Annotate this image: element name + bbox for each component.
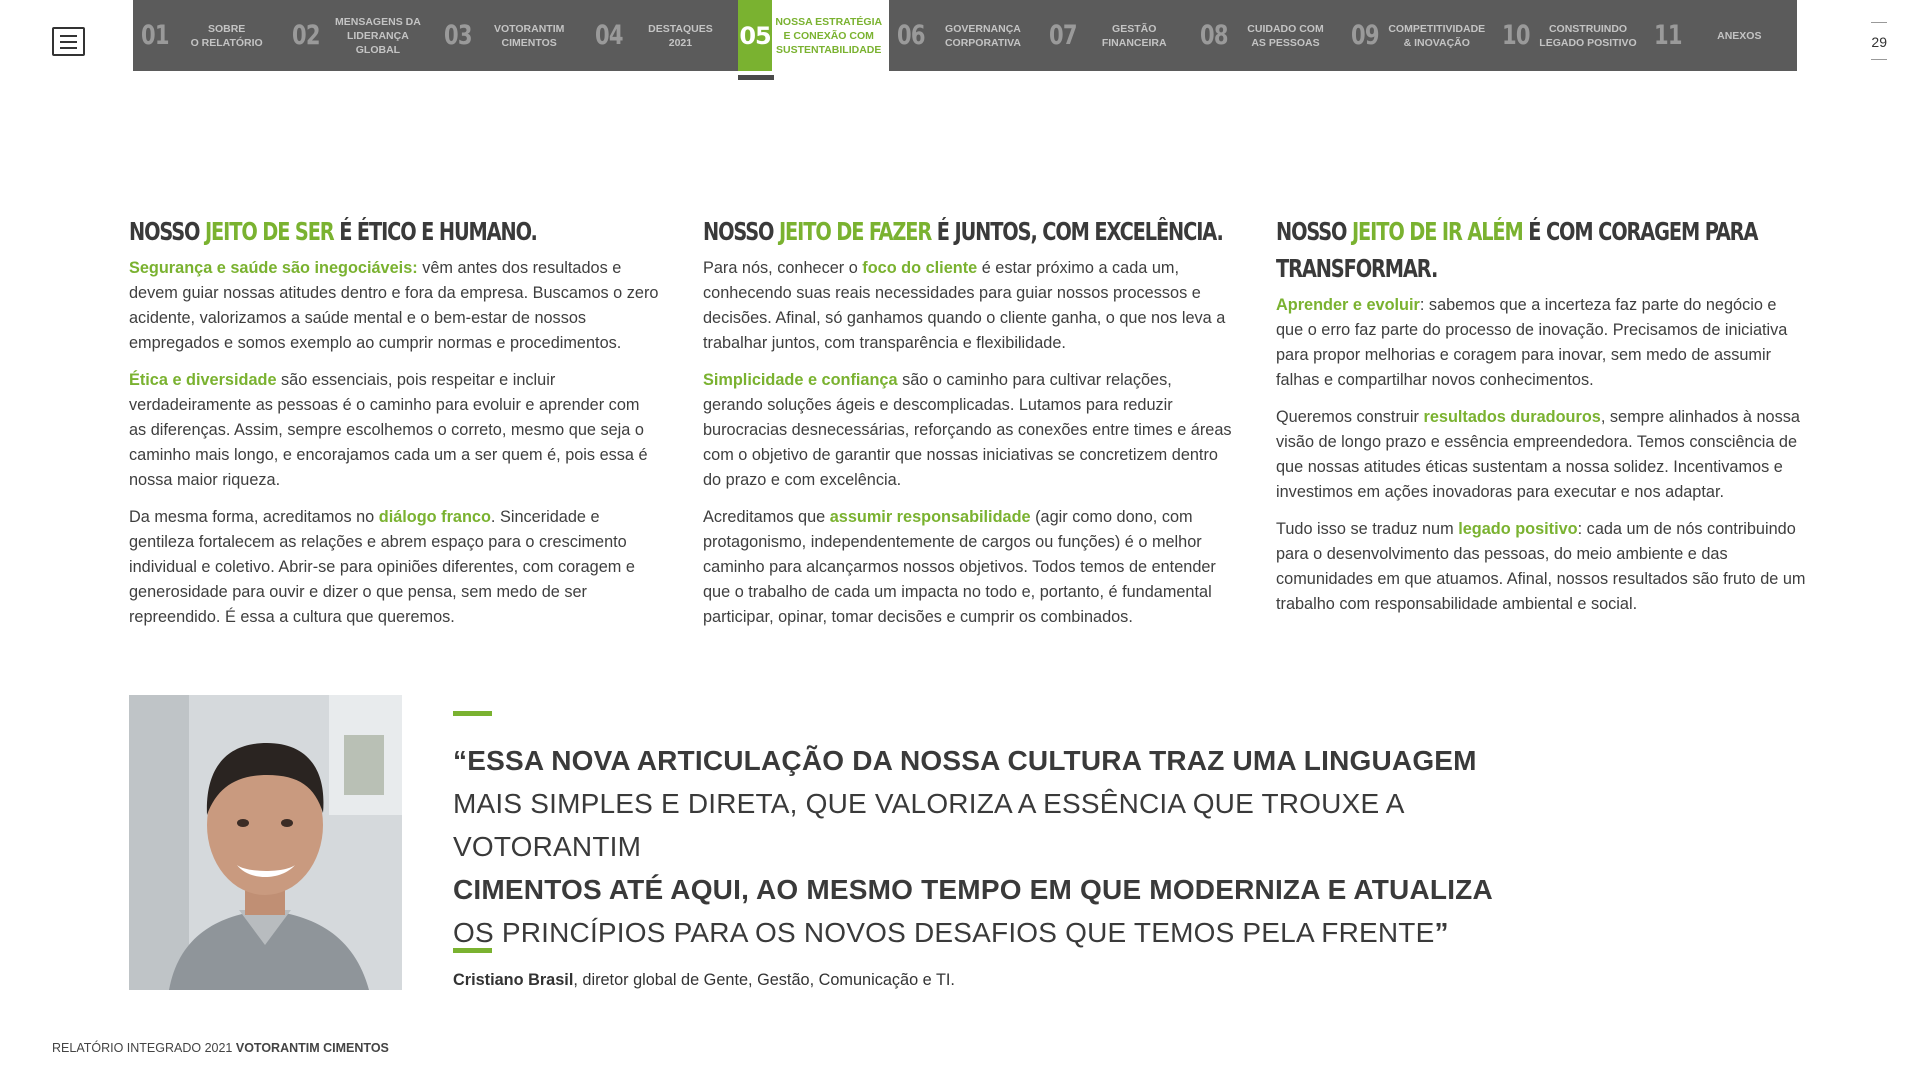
column-jeito-de-fazer <box>703 213 1235 642</box>
highlight-text: Aprender e evoluir <box>1276 296 1420 314</box>
nav-item-number: 09 <box>1351 20 1379 51</box>
nav-item-number: 06 <box>897 20 926 51</box>
body-paragraph <box>703 368 1235 493</box>
footer: RELATÓRIO INTEGRADO 2021 VOTORANTIM CIMENTOS <box>52 1041 389 1055</box>
nav-item-number: 07 <box>1048 20 1077 51</box>
nav-item-09[interactable] <box>1343 0 1494 71</box>
highlight-text: Simplicidade e confiança <box>703 371 898 389</box>
column-jeito-de-ir-alem <box>1276 213 1808 629</box>
body-text: vêm antes dos resultados e devem guiar nossas atitudes dentro e fora da empresa. Buscamos o zero acidente, valorizamos a saúde mental e o bem-estar de nossos empregados e somos exemplo ao cumprir normas e procedimentos. <box>129 259 659 352</box>
pull-quote: “ESSA NOVA ARTICULAÇÃO DA NOSSA CULTURA TRAZ UMA LINGUAGEM MAIS SIMPLES E DIRETA, QUE VALORIZA A ESSÊNCIA QUE TROUXE A VOTORANTIM CIMENTOS ATÉ AQUI, AO MESMO TEMPO EM QUE MODERNIZA E ATUALIZA OS PRINCÍPIOS PARA OS NOVOS DESAFIOS QUE TEMOS PELA FRENTE” <box>453 745 1493 948</box>
quote-bar-bottom <box>453 948 492 953</box>
nav-item-03[interactable] <box>436 0 587 71</box>
highlight-text: diálogo franco <box>378 508 491 526</box>
nav-item-01[interactable] <box>133 0 284 71</box>
body-paragraph <box>1276 517 1808 617</box>
highlight-text: assumir responsabilidade <box>829 508 1031 526</box>
highlight-text: foco do cliente <box>862 259 978 277</box>
body-text: Queremos construir <box>1276 408 1424 426</box>
nav-item-number: 11 <box>1653 20 1682 51</box>
body-paragraph <box>129 505 661 630</box>
highlight-text: resultados duradouros <box>1423 408 1601 426</box>
heading-pre: NOSSO <box>703 217 779 246</box>
highlight-text: legado positivo <box>1458 520 1578 538</box>
nav-item-04[interactable] <box>587 0 738 71</box>
chapter-navigation <box>133 0 1797 71</box>
body-text: são essenciais, pois respeitar e incluir verdadeiramente as pessoas é o caminho para evoluir e aprender com as diferenças. Assim, sempre escolhemos o correto, mesmo que seja o caminho mais longo, e encorajamos cada um a ser quem é, pois essa é nossa maior riqueza. <box>129 371 648 489</box>
nav-item-label: MENSAGENS DA LIDERANÇA GLOBAL <box>335 15 421 56</box>
body-paragraph <box>129 256 661 356</box>
highlight-text: Ética e diversidade <box>129 371 277 389</box>
quote-bar-top <box>453 711 492 716</box>
nav-item-number: 02 <box>292 20 321 51</box>
nav-item-08[interactable] <box>1192 0 1343 71</box>
body-paragraph <box>129 368 661 493</box>
nav-item-number: 08 <box>1199 20 1228 51</box>
heading-hl: JEITO DE SER <box>204 217 334 246</box>
body-paragraph <box>1276 405 1808 505</box>
body-text: , sempre alinhados à nossa visão de longo prazo e essência empreendedora. Temos consciência de que nossas atitudes éticas sustentam a nossa solidez. Incentivamos e investimos em ações inovadoras para executar e nos adaptar. <box>1276 408 1800 501</box>
nav-item-10[interactable] <box>1494 0 1645 71</box>
nav-item-06[interactable] <box>889 0 1040 71</box>
nav-item-label: GESTÃO FINANCEIRA <box>1101 22 1167 49</box>
nav-item-label: NOSSA ESTRATÉGIA E CONEXÃO COM SUSTENTABILIDADE <box>775 15 883 56</box>
heading-hl: JEITO DE FAZER <box>778 217 932 246</box>
page-number: 29 <box>1871 34 1887 50</box>
nav-item-label: ANEXOS <box>1717 29 1762 42</box>
body-text: (agir como dono, com protagonismo, independentemente de cargos ou funções) é o melhor caminho para alcançarmos nossos objetivos. Todos temos de entender que o trabalho de cada um impacta no todo e, portanto, é fundamental participar, opinar, tomar decisões e cumprir os combinados. <box>703 508 1216 626</box>
nav-item-number: 05 <box>738 0 772 71</box>
nav-item-label: CONSTRUINDO LEGADO POSITIVO <box>1539 22 1637 49</box>
heading-post: É ÉTICO E HUMANO. <box>333 217 537 246</box>
heading-hl: JEITO DE IR ALÉM <box>1351 217 1523 246</box>
menu-icon[interactable] <box>52 27 85 56</box>
body-text: Acreditamos que <box>703 508 830 526</box>
nav-item-label: GOVERNANÇA CORPORATIVA <box>944 22 1021 49</box>
body-text: Para nós, conhecer o <box>703 259 863 277</box>
nav-item-label: VOTORANTIM CIMENTOS <box>493 22 565 49</box>
nav-item-label: CUIDADO COM AS PESSOAS <box>1247 22 1324 49</box>
heading-post: É JUNTOS, COM EXCELÊNCIA. <box>931 217 1223 246</box>
column-jeito-de-ser <box>129 213 661 642</box>
nav-item-number: 04 <box>594 20 623 51</box>
nav-item-label: COMPETITIVIDADE & INOVAÇÃO <box>1388 22 1486 49</box>
heading-pre: NOSSO <box>1276 217 1352 246</box>
body-text: Tudo isso se traduz num <box>1276 520 1459 538</box>
nav-item-05[interactable] <box>738 0 889 71</box>
nav-item-11[interactable] <box>1646 0 1797 71</box>
portrait-photo <box>129 695 402 990</box>
nav-item-number: 10 <box>1502 20 1531 51</box>
body-text: : sabemos que a incerteza faz parte do negócio e que o erro faz parte do processo de inovação. Precisamos de iniciativa para propor melhorias e coragem para inovar, sem medo de assumir falhas e compartilhar novos conhecimentos. <box>1276 296 1788 389</box>
nav-item-label: DESTAQUES 2021 <box>648 22 713 49</box>
nav-item-07[interactable] <box>1041 0 1192 71</box>
body-paragraph <box>703 505 1235 630</box>
body-text: . Sinceridade e gentileza fortalecem as relações e abrem espaço para o crescimento individual e coletivo. Abrir-se para opiniões diferentes, com coragem e generosidade para ouvir e dizer o que pensa, sem medo de ser repreendido. É essa a cultura que queremos. <box>129 508 635 626</box>
nav-item-label: SOBRE O RELATÓRIO <box>190 22 263 49</box>
section-heading <box>129 213 654 250</box>
nav-item-02[interactable] <box>284 0 435 71</box>
nav-item-number: 01 <box>141 20 169 51</box>
nav-item-number: 03 <box>443 20 472 51</box>
body-text: Da mesma forma, acreditamos no <box>129 508 379 526</box>
body-text: : cada um de nós contribuindo para o desenvolvimento das pessoas, do meio ambiente e das comunidades em que atuamos. Afinal, nossos resultados são fruto de um trabalho com responsabilidade ambiental e social. <box>1276 520 1806 613</box>
heading-post: É COM CORAGEM PARA TRANSFORMAR. <box>1276 217 1758 283</box>
section-heading <box>1276 213 1801 287</box>
body-text: é estar próximo a cada um, conhecendo suas reais necessidades para guiar nossos processos e decisões. Afinal, só ganhamos quando o cliente ganha, o que nos leva a trabalhar juntos, com transparência e flexibilidade. <box>703 259 1226 352</box>
body-paragraph <box>703 256 1235 356</box>
body-paragraph <box>1276 293 1808 393</box>
section-heading <box>703 213 1228 250</box>
body-text: são o caminho para cultivar relações, gerando soluções ágeis e descomplicadas. Lutamos para reduzir burocracias desnecessárias, reforçando as conexões entre times e áreas com o objetivo de garantir que nossas iniciativas se concretizem dentro do prazo e com excelência. <box>703 371 1232 489</box>
quote-author: Cristiano Brasil, diretor global de Gente, Gestão, Comunicação e TI. <box>453 971 955 989</box>
heading-pre: NOSSO <box>129 217 205 246</box>
highlight-text: Segurança e saúde são inegociáveis: <box>129 259 418 277</box>
